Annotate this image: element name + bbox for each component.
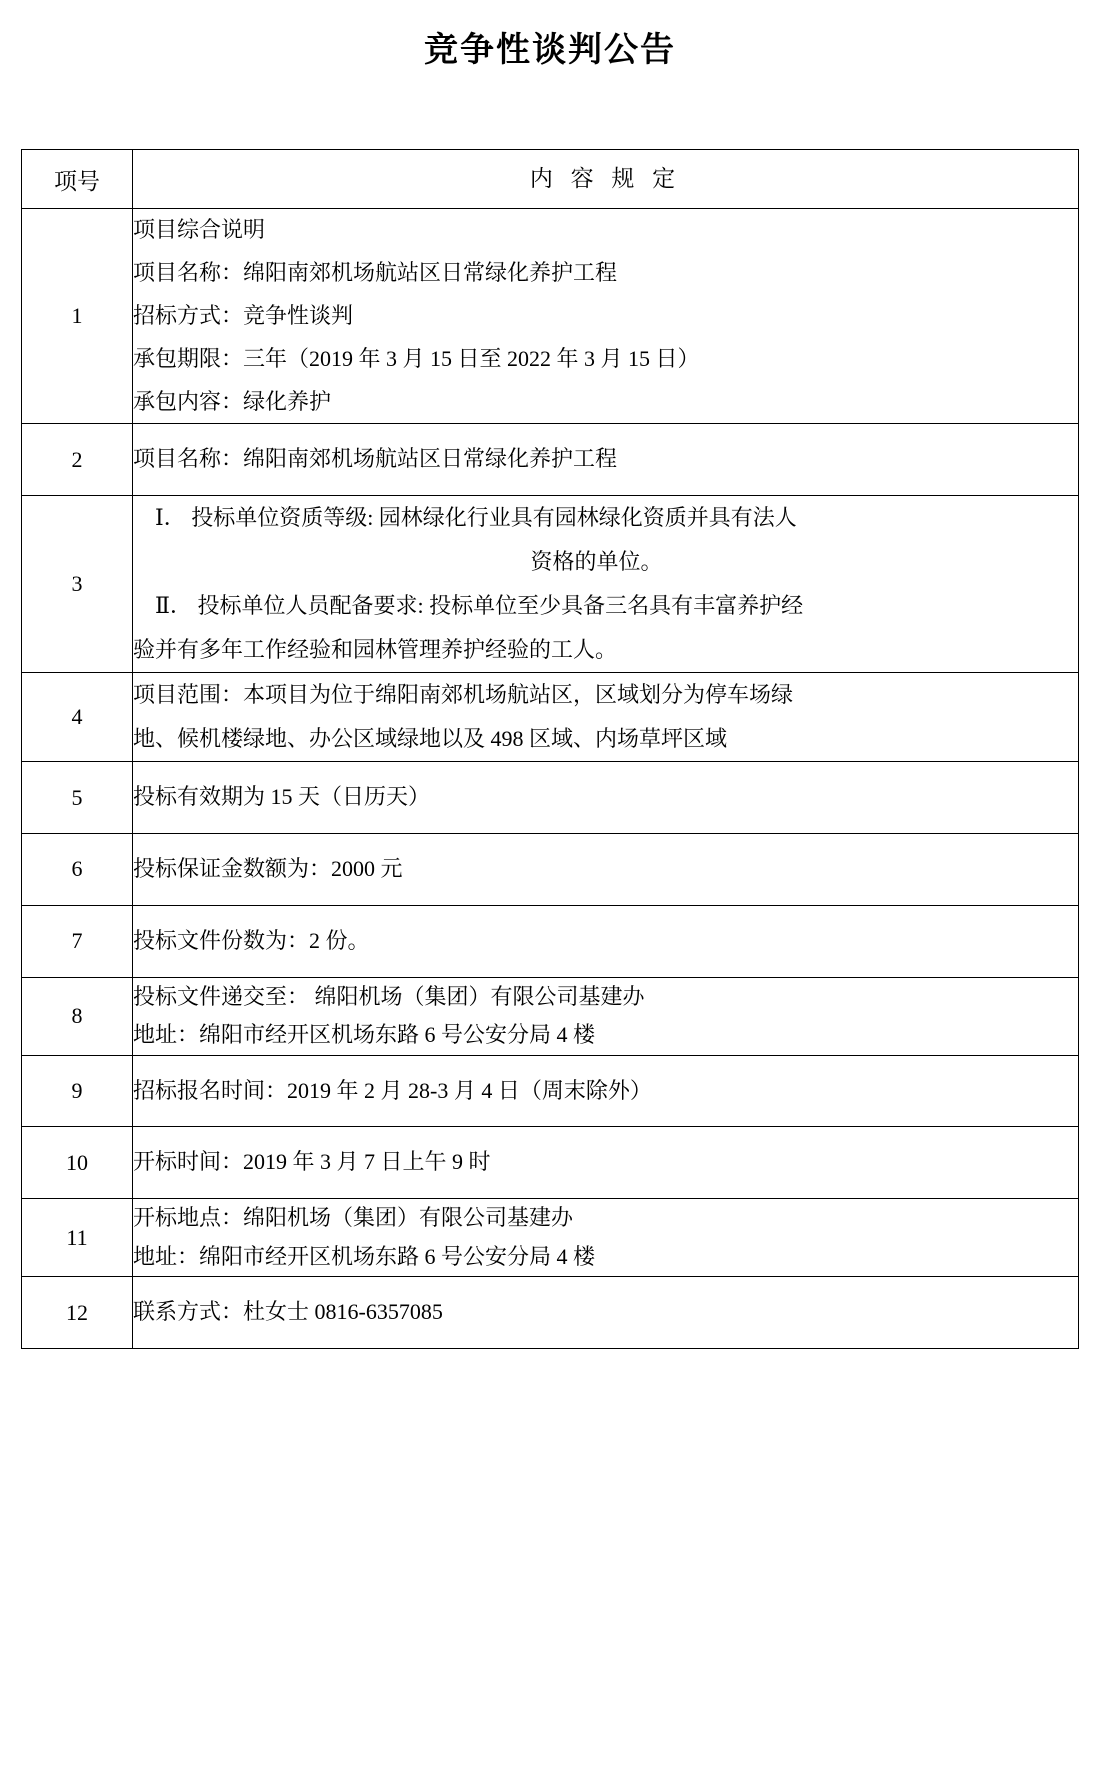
- row-content: [133, 1055, 1079, 1127]
- content-line: Ⅱ． 投标单位人员配备要求: 投标单位至少具备三名具有丰富养护经: [155, 593, 804, 619]
- row-content: [133, 424, 1079, 496]
- table-row: [22, 209, 1079, 424]
- content-line: 资格的单位。: [530, 549, 663, 575]
- row-content: [133, 834, 1079, 906]
- row-number: 12: [22, 1277, 133, 1349]
- row-number: 5: [22, 762, 133, 834]
- content-line: 招标报名时间：2019 年 2 月 28-3 月 4 日（周末除外）: [133, 1077, 652, 1103]
- row-content: [133, 209, 1079, 424]
- table-row: [22, 977, 1079, 1055]
- notice-table: [21, 149, 1079, 1349]
- content-line: Ⅰ． 投标单位资质等级: 园林绿化行业具有园林绿化资质并具有法人: [155, 505, 797, 531]
- row-content: [133, 1277, 1079, 1349]
- table-row: [22, 424, 1079, 496]
- content-line: 项目名称：绵阳南郊机场航站区日常绿化养护工程: [133, 446, 618, 472]
- row-content: [133, 673, 1079, 762]
- content-line: 项目综合说明: [133, 217, 266, 242]
- row-number: 2: [22, 424, 133, 496]
- row-number: 9: [22, 1055, 133, 1127]
- content-line: 项目名称：绵阳南郊机场航站区日常绿化养护工程: [133, 259, 618, 285]
- content-line: 开标地点：绵阳机场（集团）有限公司基建办: [133, 1205, 574, 1231]
- table-row: [22, 834, 1079, 906]
- table-header-row: [22, 150, 1079, 209]
- row-number: 1: [22, 209, 133, 424]
- table-row: [22, 762, 1079, 834]
- table-row: [22, 1127, 1079, 1199]
- content-line: 地址：绵阳市经开区机场东路 6 号公安分局 4 楼: [133, 1243, 596, 1269]
- table-row: [22, 905, 1079, 977]
- content-line: 承包内容：绿化养护: [133, 388, 332, 414]
- row-content: [133, 1199, 1079, 1277]
- table-row: [22, 673, 1079, 762]
- row-number: 7: [22, 905, 133, 977]
- content-line: 项目范围：本项目为位于绵阳南郊机场航站区，区域划分为停车场绿: [133, 682, 794, 708]
- row-number: 6: [22, 834, 133, 906]
- content-line: 地、候机楼绿地、办公区域绿地以及 498 区域、内场草坪区域: [133, 726, 728, 752]
- content-line: 地址：绵阳市经开区机场东路 6 号公安分局 4 楼: [133, 1022, 596, 1048]
- content-line: 投标有效期为 15 天（日历天）: [133, 784, 431, 810]
- row-content: [133, 905, 1079, 977]
- document-page: [0, 22, 1100, 1786]
- table-row: [22, 496, 1079, 673]
- row-content: [133, 1127, 1079, 1199]
- content-line: 联系方式：杜女士 0816-6357085: [133, 1299, 443, 1325]
- content-line: 投标保证金数额为：2000 元: [133, 856, 403, 882]
- row-number: 4: [22, 673, 133, 762]
- header-cell-item-no: 项号: [22, 150, 133, 209]
- page-title: 竞争性谈判公告: [424, 31, 676, 69]
- content-line: 验并有多年工作经验和园林管理养护经验的工人。: [133, 637, 618, 663]
- header-cell-content: 内 容 规 定: [133, 150, 1079, 209]
- table-row: [22, 1055, 1079, 1127]
- row-content: [133, 496, 1079, 673]
- notice-table-container: [21, 149, 1079, 1349]
- content-line: 投标文件递交至： 绵阳机场（集团）有限公司基建办: [133, 983, 645, 1009]
- content-line: 投标文件份数为：2 份。: [133, 927, 370, 953]
- content-line: 开标时间：2019 年 3 月 7 日上午 9 时: [133, 1149, 491, 1175]
- content-line: 招标方式：竞争性谈判: [133, 302, 354, 328]
- table-row: [22, 1277, 1079, 1349]
- table-row: [22, 1199, 1079, 1277]
- row-content: [133, 762, 1079, 834]
- row-number: 8: [22, 977, 133, 1055]
- row-number: 10: [22, 1127, 133, 1199]
- row-number: 3: [22, 496, 133, 673]
- content-line: 承包期限：三年（2019 年 3 月 15 日至 2022 年 3 月 15 日）: [133, 345, 700, 371]
- row-number: 11: [22, 1199, 133, 1277]
- row-content: [133, 977, 1079, 1055]
